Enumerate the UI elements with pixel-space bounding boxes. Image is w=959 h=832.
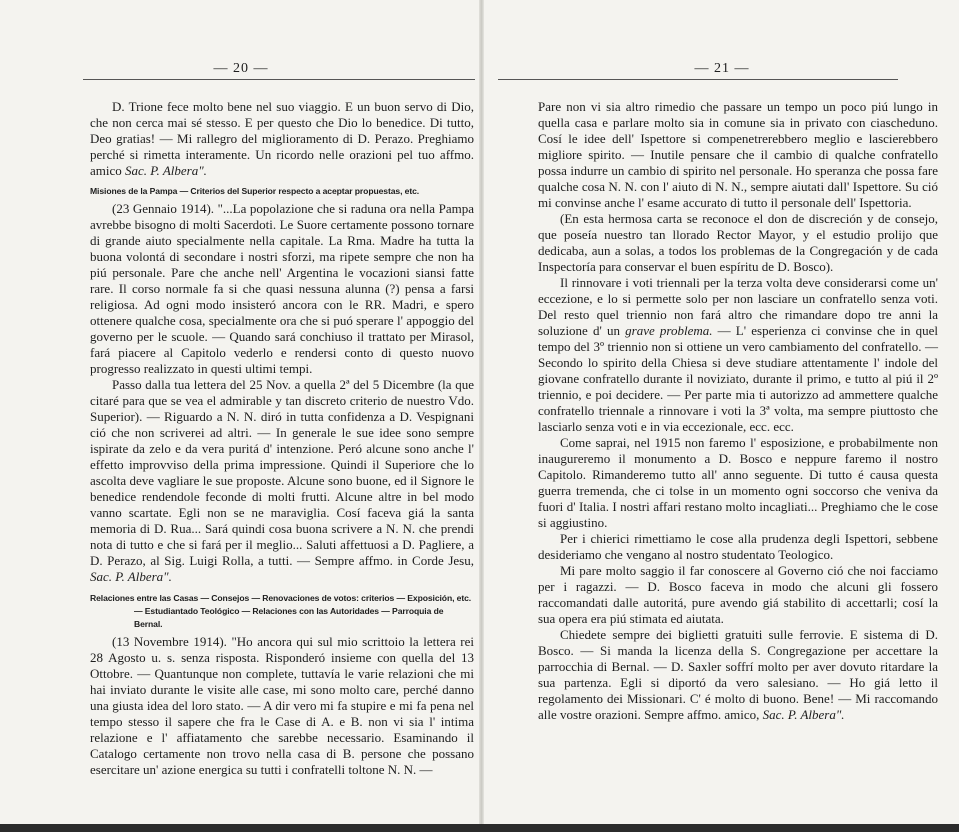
emphasis-grave-problema: grave problema. [625, 323, 713, 338]
scan-edge [0, 824, 959, 832]
signature: Sac. P. Albera". [90, 569, 172, 584]
section-heading-relaciones: Relaciones entre las Casas — Consejos — Renovaciones de votos: criterios — Exposición, etc. — Estudiantado Teológico — Relaciones con las Autoridades — Parroquia de Bernal. [90, 593, 472, 629]
paragraph-biglietti [538, 627, 938, 723]
page-number-left: — 20 — [213, 61, 269, 76]
paragraph-relazioni: (13 Novembre 1914). "Ho ancora qui sul mio scrittoio la lettera rei 28 Agosto u. s. senza risposta. Risponderó insieme con quella del 13 Ottobre. — Quantunque non complete, tuttavía le varie relazioni che mi hai inviato durante le visite alle case, mi sono molto care, perché danno una giusta idea del loro stato. — A dir vero mi fa stupire e mi fa pena nel tempo stesso il sapere che fra le Case di A. e B. non vi sia l' intima relazione e l' affiatamento che sarebbe necessario. Esaminando il Catalogo certamente non trovo nella casa di B. persone che possano esercitare un' azione energica su tutti i confratelli toltone N. N. — [90, 634, 474, 777]
paragraph-biglietti-text: Chiedete sempre dei biglietti gratuiti sulle ferrovie. E sistema di D. Bosco. — Si manda la licenza della S. Congregazione per accettare la parrocchia di Bernal. — D. Saxler soffrí molto per aver dovuto ritardare la sua partenza. Egli si diportó da vero salesiano. — Ho giá letto il regolamento dei Missionari. C' é molto di buono. Bene! — Mi raccomando alle vostre orazioni. Sempre affmo. amico, [538, 627, 938, 722]
paragraph-pampa: (23 Gennaio 1914). "...La popolazione che si raduna ora nella Pampa avrebbe bisogno di molti Sacerdoti. Le Suore certamente possono tornare di grande aiuto specialmente nella capitale. La Rma. Madre ha tutta la buona volontá di secondare i nostri sforzi, ma ripete sempre che non ha piú personale. Pare che anche nell' Argentina le vocazioni siansi fatte rare. Il corso normale fa si che quasi nessuna alunna (?) pensa a farsi religiosa. Ad ogni modo insisteró ancora con le RR. Madri, e spero ottenere qualche cosa, specialmente ora che si puó sperare l' appoggio del governo per le scuole. — Quando sará conchiuso il trattato per Mirasol, fará piacere al Capitolo vederlo e rendersi conto di questo nuovo progresso realizzato in questi ultimi tempi. [90, 201, 474, 376]
continuation-text: D. Trione fece molto bene nel suo viaggio. E un buon servo di Dio, che non cerca mai sé stesso. E per questo che Dio lo benedice. Di tutto, Deo gratias! — Mi rallegro del miglioramento di D. Perazo. Preghiamo perché si rimetta interamente. Un ricordo nelle orazioni pel tuo affmo. amico [90, 99, 474, 178]
right-page [482, 0, 959, 832]
right-text-block [538, 99, 938, 723]
paragraph-rimedio: Pare non vi sia altro rimedio che passare un tempo un poco piú lungo in quella casa e parlare molto sia in comune sia in privato con ciascheduno. Cosí le idee dell' Ispettore si compenetrerebbero meglio e lascierebbero migliore spirito. — Inutile pensare che il cambio di qualche confratello possa indurre un cambio di spirito nel personale. Ho speranza che possa fare qualche cosa N. N. con l' aiuto di N. N., sempre aiutati dall' Ispettore. Su ció mi convinse anche l' esame accurato di tutto il personale dell' Ispettoria. [538, 99, 938, 210]
paragraph-chierici: Per i chierici rimettiamo le cose alla prudenza degli Ispettori, sebbene desideriamo che vengano al nostro studentato Teologico. [538, 531, 938, 562]
paragraph-voti-text-a: Il rinnovare i voti triennali per la terza volta deve considerarsi come un' eccezione, e lo si permette solo per non lasciare un confratello senza voti. Del resto quel triennio non fará altro che rimandare dopo tre anni la soluzione d' un [538, 275, 938, 338]
paragraph-esposizione: Come saprai, nel 1915 non faremo l' esposizione, e probabilmente non inaugureremo il monumento a D. Bosco e neppure faremo il nostro Capitolo. Rimanderemo tutto all' anno seguente. Di tutto é causa questa guerra tremenda, che ci tolse in un momento ogni soccorso che veniva da fuori d' Italia. I nostri affari restano molto incagliati... Preghiamo che le cose si aggiustino. [538, 435, 938, 530]
paragraph-criterio [90, 377, 474, 585]
paragraph-governo: Mi pare molto saggio il far conoscere al Governo ció che noi facciamo per i ragazzi. — D. Bosco faceva in modo che alcuni gli fossero raccomandati dalle autoritá, pure avendo giá stabilito di accettarli; cosí la sua opera era piú stimata ed aiutata. [538, 563, 938, 626]
header-rule-right [498, 79, 898, 80]
signature: Sac. P. Albera". [762, 707, 845, 722]
header-rule-left [83, 79, 475, 80]
page-number-right: — 21 — [694, 61, 750, 76]
paragraph-criterio-text: Passo dalla tua lettera del 25 Nov. a quella 2ª del 5 Dicembre (la que citaré para que se vea el admirable y tan discreto criterio de nuestro Vdo. Superior). — Riguardo a N. N. diró in tutta confidenza a D. Vespignani ció che non scriverei ad altri. — In generale le sue idee sono sempre ispirate da zelo e da vera puritá d' intenzione. Peró alcune sono anche l' effetto improvviso della prima impressione. Quindi il Superiore che lo ascolta deve vagliare le sue proposte. Alcune sono buone, ed il Signore le benedice rendendole feconde di molti frutti. Alcune altre in bel modo vanno scartate. Egli non se ne maraviglia. Cosí faceva giá la santa memoria di D. Rua... Sará quindi cosa buona scrivere a N. N. che prendi nota di tutto e che si fará per il meglio... Saluti affettuosi a D. Pagliere, a D. Perazo, al Sig. Luigi Rolla, a tutti. — Sempre affmo. in Corde Jesu, [90, 377, 474, 568]
paragraph-voti-text-b: — L' esperienza ci convinse che in quel tempo del 3º triennio non si ottiene un vero cambiamento del confratello. — Secondo lo spirito della Chiesa si deve studiare attentamente l' indole del giovane confratello durante il noviziato, durante il primo, e tutto al piú il 2º triennio, e poi decidere. — Per parte mia ti autorizzo ad ammettere qualche confratello triennale a rinnovare i voti la 3ª volta, ma sempre piuttosto che lasciarlo senza voti e in via eccezionale, ecc. ecc. [538, 323, 939, 434]
paragraph-voti [538, 275, 938, 435]
section-heading-misiones: Misiones de la Pampa — Criterios del Superior respecto a aceptar propuestas, etc. [90, 186, 420, 196]
paragraph-carta: (En esta hermosa carta se reconoce el don de discreción y de consejo, que poseía nuestro tan llorado Rector Mayor, y el estudio prolijo que dedicaba, aun a solas, a todos los problemas de la Congregación y de cada Inspectoría para conservar el buen espíritu de D. Bosco). [538, 211, 938, 274]
left-text-block [90, 99, 474, 778]
paragraph-continuation [90, 99, 474, 179]
signature: Sac. P. Albera". [125, 163, 207, 178]
